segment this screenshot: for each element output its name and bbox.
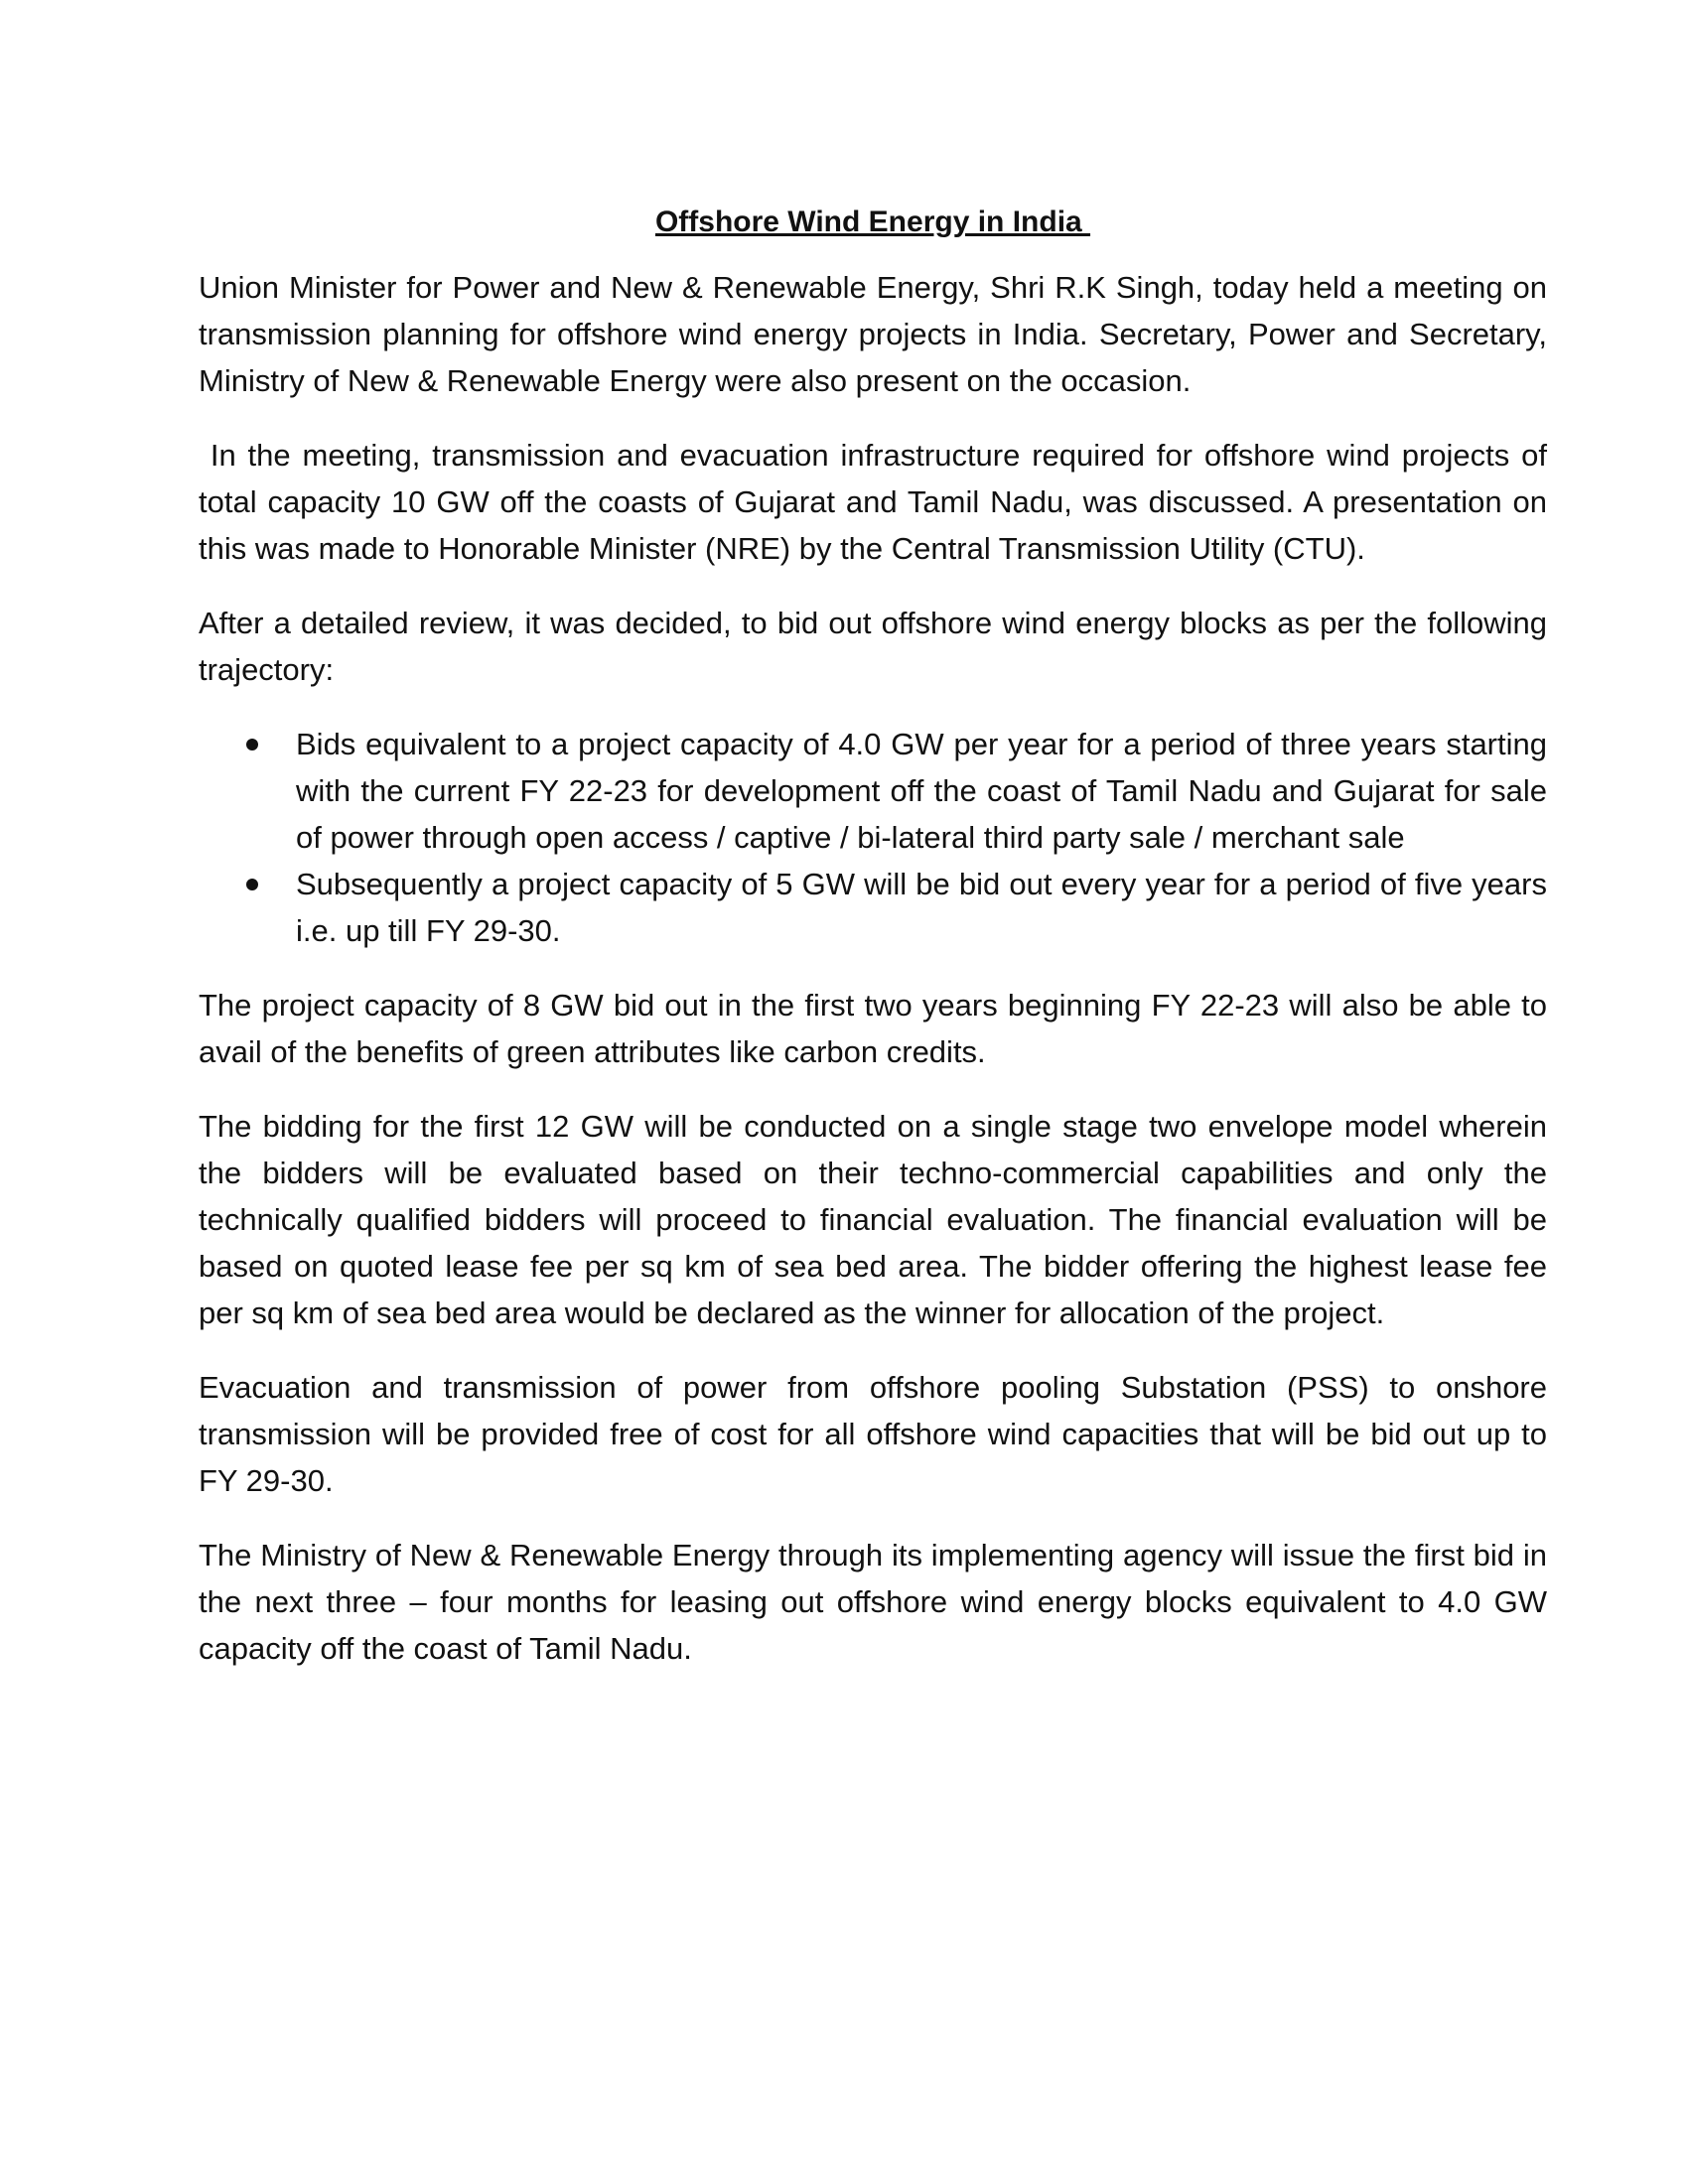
trajectory-bullet-list — [199, 721, 1547, 954]
paragraph-evacuation: Evacuation and transmission of power from offshore pooling Substation (PSS) to onshore transmission will be provided free of cost for all offshore wind capacities that will be bid out up to FY 29-30. — [199, 1370, 1547, 1498]
paragraph-bidding-model: The bidding for the first 12 GW will be conducted on a single stage two envelope model wherein the bidders will be evaluated based on their techno-commercial capabilities and only the technically qualified bidders will proceed to financial evaluation. The financial evaluation will be based on quoted lease fee per sq km of sea bed area. The bidder offering the highest lease fee per sq km of sea bed area would be declared as the winner for allocation of the project. — [199, 1109, 1547, 1330]
paragraph-green-attributes: The project capacity of 8 GW bid out in the first two years beginning FY 22-23 will also be able to avail of the benefits of green attributes like carbon credits. — [199, 988, 1547, 1069]
bullet-icon — [246, 879, 258, 890]
paragraph-trajectory-intro: After a detailed review, it was decided, to bid out offshore wind energy blocks as per the following trajectory: — [199, 606, 1547, 687]
paragraph-transmission-discussion: In the meeting, transmission and evacuation infrastructure required for offshore wind projects of total capacity 10 GW off the coasts of Gujarat and Tamil Nadu, was discussed. A presentation on this was made to Honorable Minister (NRE) by the Central Transmission Utility (CTU). — [199, 438, 1556, 566]
list-item — [199, 721, 1547, 861]
bullet-icon — [246, 739, 258, 751]
document-body — [199, 199, 1556, 1700]
list-item — [199, 861, 1547, 954]
bullet-text: Subsequently a project capacity of 5 GW will be bid out every year for a period of five years i.e. up till FY 29-30. — [296, 867, 1547, 948]
document-title: Offshore Wind Energy in India — [654, 205, 1091, 238]
paragraph-first-bid: The Ministry of New & Renewable Energy through its implementing agency will issue the first bid in the next three – four months for leasing out offshore wind energy blocks equivalent to 4.0 GW capacity off the coast of Tamil Nadu. — [199, 1538, 1547, 1666]
paragraph-meeting-intro: Union Minister for Power and New & Renewable Energy, Shri R.K Singh, today held a meeting on transmission planning for offshore wind energy projects in India. Secretary, Power and Secretary, Ministry of New & Renewable Energy were also present on the occasion. — [199, 270, 1547, 398]
bullet-text: Bids equivalent to a project capacity of 4.0 GW per year for a period of three years starting with the current FY 22-23 for development off the coast of Tamil Nadu and Gujarat for sale of power through open access / captive / bi-lateral third party sale / merchant sale — [296, 727, 1547, 855]
